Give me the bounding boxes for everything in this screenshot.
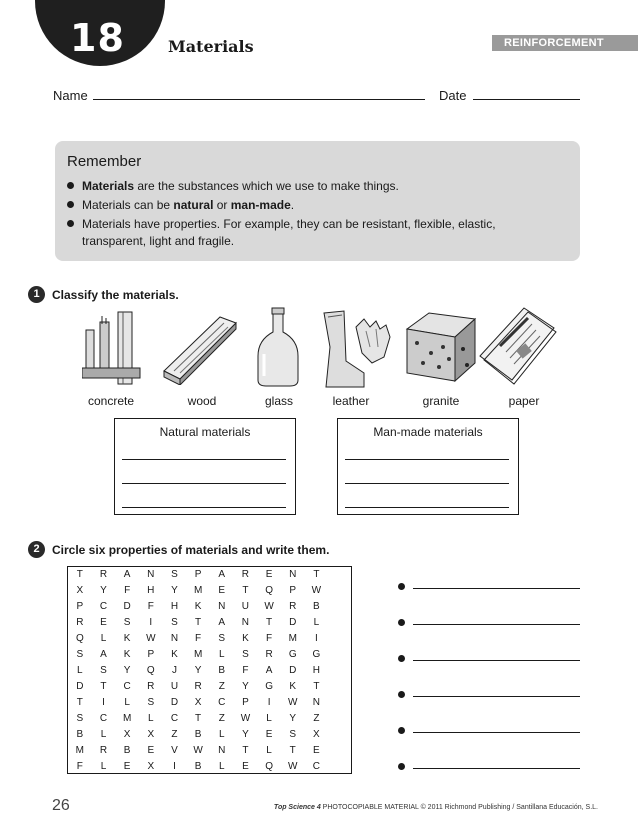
grid-letter[interactable]: C	[99, 601, 108, 612]
natural-materials-box	[114, 418, 296, 515]
grid-letter[interactable]: M	[75, 745, 84, 756]
answer-line[interactable]	[122, 507, 286, 508]
grid-letter[interactable]: H	[312, 665, 320, 676]
grid-letter[interactable]: B	[76, 729, 84, 740]
grid-letter[interactable]: R	[99, 569, 108, 580]
leather-boot-gloves-icon	[318, 307, 398, 389]
page-title: Materials	[168, 37, 254, 56]
grid-letter[interactable]: W	[146, 633, 156, 644]
grid-letter[interactable]: R	[76, 617, 84, 628]
name-field[interactable]	[93, 99, 425, 100]
grid-letter[interactable]: T	[242, 585, 249, 596]
grid-letter[interactable]: A	[218, 569, 226, 580]
grid-letter[interactable]: Y	[242, 681, 249, 692]
grid-letter[interactable]: T	[266, 617, 273, 628]
grid-letter[interactable]: T	[76, 569, 83, 580]
grid-letter[interactable]: N	[218, 745, 226, 756]
grid-letter[interactable]: W	[311, 585, 322, 596]
grid-letter[interactable]: C	[170, 713, 179, 724]
grid-letter[interactable]: L	[266, 745, 272, 756]
grid-letter[interactable]: K	[123, 633, 131, 644]
grid-letter[interactable]: T	[313, 681, 320, 692]
grid-letter[interactable]: S	[171, 569, 178, 580]
grid-letter[interactable]: W	[193, 745, 203, 756]
grid-letter[interactable]: X	[123, 729, 131, 740]
grid-letter[interactable]: Y	[289, 713, 297, 724]
grid-letter[interactable]: X	[147, 729, 155, 740]
exercise-instruction: Classify the materials.	[52, 288, 179, 302]
grid-letter[interactable]: B	[313, 601, 320, 612]
answer-line[interactable]	[345, 507, 509, 508]
answer-row	[398, 722, 580, 734]
grid-letter[interactable]: F	[266, 633, 273, 644]
grid-row	[68, 743, 351, 759]
bullet-icon	[67, 220, 74, 227]
grid-letter[interactable]: X	[313, 729, 320, 740]
grid-letter[interactable]: N	[241, 617, 250, 628]
bullet-icon	[398, 655, 405, 662]
exercise-number: 2	[28, 541, 45, 558]
material-label: concrete	[87, 394, 135, 408]
glass-bottle-icon	[254, 306, 302, 388]
material-label: glass	[264, 394, 293, 408]
grid-letter[interactable]: L	[148, 713, 154, 724]
grid-row	[68, 583, 351, 599]
grid-row	[68, 567, 351, 583]
answer-line[interactable]	[122, 459, 286, 460]
grid-row	[68, 759, 351, 775]
grid-letter[interactable]: D	[170, 697, 179, 708]
grid-letter[interactable]: L	[100, 761, 107, 772]
grid-letter[interactable]: N	[289, 569, 297, 580]
grid-row	[68, 663, 351, 679]
grid-letter[interactable]: E	[123, 761, 131, 772]
grid-letter[interactable]: W	[264, 601, 274, 612]
grid-letter[interactable]: L	[313, 617, 320, 628]
material-label: leather	[332, 394, 370, 408]
grid-letter[interactable]: X	[76, 585, 84, 596]
grid-letter[interactable]: I	[102, 697, 105, 708]
bullet-icon	[398, 727, 405, 734]
grid-letter[interactable]: M	[122, 713, 132, 724]
answer-row	[398, 578, 580, 590]
grid-letter[interactable]: F	[76, 761, 83, 772]
grid-letter[interactable]: W	[288, 697, 298, 708]
grid-letter[interactable]: I	[267, 697, 271, 708]
grid-letter[interactable]: K	[194, 601, 202, 612]
grid-letter[interactable]: S	[242, 649, 249, 660]
grid-letter[interactable]: F	[124, 585, 131, 596]
grid-letter[interactable]: S	[123, 617, 131, 628]
grid-letter[interactable]: R	[241, 569, 250, 580]
remember-title: Remember	[67, 153, 142, 170]
grid-letter[interactable]: F	[147, 601, 154, 612]
answer-line[interactable]	[413, 624, 580, 625]
bullet-icon	[398, 763, 405, 770]
grid-letter[interactable]: A	[123, 569, 131, 580]
manmade-materials-title: Man-made materials	[373, 425, 483, 439]
answer-row	[398, 686, 580, 698]
grid-letter[interactable]: N	[147, 569, 155, 580]
grid-row	[68, 679, 351, 695]
grid-letter[interactable]: Q	[146, 665, 155, 676]
grid-letter[interactable]: B	[194, 729, 202, 740]
answer-line[interactable]	[122, 483, 286, 484]
grid-letter[interactable]: G	[265, 681, 273, 692]
grid-letter[interactable]: D	[123, 601, 131, 612]
grid-letter[interactable]: B	[194, 761, 202, 772]
word-search-grid[interactable]	[67, 566, 352, 774]
grid-letter[interactable]: E	[147, 745, 155, 756]
answer-row	[398, 650, 580, 662]
grid-letter[interactable]: X	[147, 761, 155, 772]
grid-letter[interactable]: L	[77, 665, 83, 676]
grid-letter[interactable]: C	[123, 681, 131, 692]
exercise-number: 1	[28, 286, 45, 303]
grid-letter[interactable]: J	[171, 665, 177, 676]
grid-letter[interactable]: L	[100, 729, 107, 740]
grid-letter[interactable]: Z	[171, 729, 178, 740]
grid-letter[interactable]: R	[99, 745, 108, 756]
grid-letter[interactable]: T	[289, 745, 296, 756]
answer-line[interactable]	[345, 459, 509, 460]
grid-row	[68, 615, 351, 631]
grid-letter[interactable]: C	[218, 697, 226, 708]
grid-letter[interactable]: E	[313, 745, 320, 756]
grid-letter[interactable]: Y	[171, 585, 178, 596]
grid-letter[interactable]: S	[76, 713, 84, 724]
material-label: paper	[508, 394, 540, 408]
grid-letter[interactable]: S	[76, 649, 84, 660]
answer-row	[398, 614, 580, 626]
answer-line[interactable]	[413, 696, 580, 697]
grid-letter[interactable]: S	[289, 729, 297, 740]
newspaper-icon	[478, 306, 558, 386]
grid-letter[interactable]: H	[147, 585, 155, 596]
name-label: Name	[53, 88, 88, 103]
grid-letter[interactable]: B	[218, 665, 226, 676]
grid-letter[interactable]: D	[76, 681, 84, 692]
grid-letter[interactable]: V	[171, 745, 178, 756]
grid-letter[interactable]: Y	[242, 729, 249, 740]
answer-row	[398, 758, 580, 770]
grid-letter[interactable]: R	[147, 681, 155, 692]
grid-letter[interactable]: R	[194, 681, 202, 692]
grid-letter[interactable]: Z	[313, 713, 320, 724]
grid-letter[interactable]: E	[100, 617, 107, 628]
grid-letter[interactable]: Q	[265, 761, 273, 772]
grid-letter[interactable]: W	[240, 713, 251, 724]
grid-letter[interactable]: Y	[123, 665, 131, 676]
grid-letter[interactable]: D	[289, 617, 297, 628]
grid-letter[interactable]: K	[242, 633, 249, 644]
manmade-materials-box	[337, 418, 519, 515]
grid-letter[interactable]: K	[123, 649, 131, 660]
grid-letter[interactable]: P	[147, 649, 155, 660]
grid-letter[interactable]: Z	[218, 713, 225, 724]
answer-line[interactable]	[345, 483, 509, 484]
grid-letter[interactable]: Z	[218, 681, 225, 692]
answer-line[interactable]	[413, 660, 580, 661]
wood-plank-icon	[160, 313, 240, 385]
answer-line[interactable]	[413, 768, 580, 769]
material-label: wood	[187, 394, 217, 408]
grid-letter[interactable]: I	[315, 633, 318, 644]
grid-letter[interactable]: P	[194, 569, 202, 580]
grid-letter[interactable]: H	[170, 601, 179, 612]
grid-letter[interactable]: G	[288, 649, 297, 660]
date-label: Date	[439, 88, 467, 103]
remember-box: Remember Materials are the substances which we use to make things. Materials can be natural or man-made. Materials have properties. For example, they can be resistant, flexible, elastic, transparent, light and fragile.	[55, 141, 580, 261]
section-label: REINFORCEMENT	[504, 37, 604, 49]
grid-letter[interactable]: R	[289, 601, 297, 612]
copyright-footer: Top Science 4 PHOTOCOPIABLE MATERIAL © 2011 Richmond Publishing / Santillana Educación, S.L.	[273, 804, 598, 811]
grid-row	[68, 599, 351, 615]
grid-letter[interactable]: L	[124, 697, 130, 708]
grid-letter[interactable]: R	[265, 649, 273, 660]
grid-row	[68, 631, 351, 647]
grid-letter[interactable]: K	[289, 681, 297, 692]
grid-letter[interactable]: P	[289, 585, 297, 596]
grid-letter[interactable]: T	[195, 617, 202, 628]
grid-letter[interactable]: P	[242, 697, 249, 708]
grid-letter[interactable]: L	[100, 633, 107, 644]
grid-letter[interactable]: L	[266, 713, 272, 724]
grid-letter[interactable]: I	[149, 617, 153, 628]
grid-letter[interactable]: X	[194, 697, 202, 708]
grid-letter[interactable]: A	[100, 649, 107, 660]
grid-row	[68, 711, 351, 727]
grid-letter[interactable]: S	[218, 633, 226, 644]
grid-letter[interactable]: Q	[265, 585, 273, 596]
bullet-icon	[67, 182, 74, 189]
grid-letter[interactable]: K	[171, 649, 178, 660]
natural-materials-title: Natural materials	[159, 425, 251, 439]
material-label: granite	[422, 394, 460, 408]
grid-letter[interactable]: S	[171, 617, 178, 628]
grid-letter[interactable]: T	[100, 681, 107, 692]
grid-letter[interactable]: N	[218, 601, 226, 612]
grid-letter[interactable]: E	[265, 729, 273, 740]
unit-number: 18	[70, 16, 125, 60]
grid-letter[interactable]: W	[288, 761, 298, 772]
grid-letter[interactable]: E	[265, 569, 273, 580]
concrete-pillars-icon	[82, 308, 144, 388]
bullet-icon	[398, 619, 405, 626]
grid-letter[interactable]: I	[173, 761, 176, 772]
bullet-icon	[398, 583, 405, 590]
grid-letter[interactable]: E	[218, 585, 226, 596]
grid-letter[interactable]: C	[99, 713, 108, 724]
grid-letter[interactable]: T	[242, 745, 249, 756]
grid-letter[interactable]: T	[76, 697, 83, 708]
grid-letter[interactable]: L	[218, 729, 225, 740]
grid-letter[interactable]: L	[218, 649, 225, 660]
grid-letter[interactable]: N	[170, 633, 179, 644]
grid-row	[68, 647, 351, 663]
grid-letter[interactable]: E	[242, 761, 249, 772]
grid-letter[interactable]: N	[312, 697, 320, 708]
bullet-icon	[67, 201, 74, 208]
grid-letter[interactable]: T	[313, 569, 320, 580]
grid-row	[68, 727, 351, 743]
grid-letter[interactable]: Y	[100, 585, 107, 596]
grid-letter[interactable]: M	[288, 633, 297, 644]
answer-line[interactable]	[413, 732, 580, 733]
date-field[interactable]	[473, 99, 580, 100]
grid-letter[interactable]: P	[76, 601, 84, 612]
grid-row	[68, 695, 351, 711]
bullet-icon	[398, 691, 405, 698]
grid-letter[interactable]: S	[100, 665, 107, 676]
grid-letter[interactable]: A	[265, 665, 273, 676]
grid-letter[interactable]: M	[193, 585, 203, 596]
grid-letter[interactable]: D	[289, 665, 297, 676]
grid-letter[interactable]: A	[218, 617, 226, 628]
granite-block-icon	[403, 309, 479, 385]
grid-letter[interactable]: G	[312, 649, 321, 660]
grid-letter[interactable]: U	[241, 601, 250, 612]
grid-letter[interactable]: Q	[75, 633, 84, 644]
exercise-instruction: Circle six properties of materials and write them.	[52, 543, 330, 557]
grid-letter[interactable]: Y	[194, 665, 202, 676]
grid-letter[interactable]: B	[123, 745, 131, 756]
grid-letter[interactable]: F	[195, 633, 202, 644]
answer-line[interactable]	[413, 588, 580, 589]
grid-letter[interactable]: C	[312, 761, 320, 772]
grid-letter[interactable]: S	[147, 697, 155, 708]
grid-letter[interactable]: L	[218, 761, 225, 772]
grid-letter[interactable]: T	[195, 713, 202, 724]
grid-letter[interactable]: F	[242, 665, 249, 676]
page-number: 26	[52, 797, 70, 814]
grid-letter[interactable]: M	[193, 649, 203, 660]
grid-letter[interactable]: U	[170, 681, 179, 692]
